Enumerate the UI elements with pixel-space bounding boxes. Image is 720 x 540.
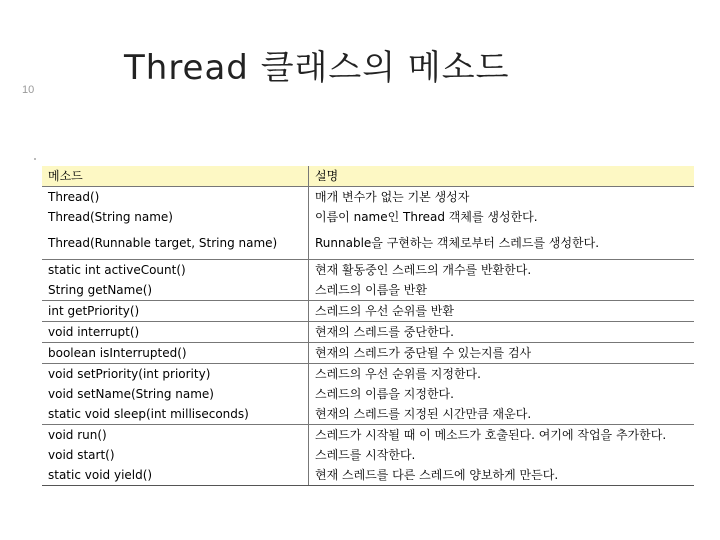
method-cell: Thread(String name) <box>48 210 173 224</box>
method-cell: void setName(String name) <box>48 387 214 401</box>
description-cell: 현재의 스레드를 지정된 시간만큼 재운다. <box>309 404 695 425</box>
table-row <box>42 445 694 465</box>
table-row <box>42 404 694 425</box>
table-row <box>42 227 694 260</box>
table-header-row <box>42 166 694 187</box>
description-cell: 현재의 스레드를 중단한다. <box>309 322 695 343</box>
table-row <box>42 280 694 301</box>
description-cell: 스레드가 시작될 때 이 메소드가 호출된다. 여기에 작업을 추가한다. <box>309 425 695 446</box>
table-row <box>42 465 694 486</box>
description-cell: 스레드의 이름을 지정한다. <box>309 384 695 404</box>
method-cell: static void yield() <box>42 465 309 486</box>
method-cell: Thread(Runnable target, String name) <box>42 227 309 260</box>
method-cell: void start() <box>48 448 115 462</box>
header-description: 설명 <box>309 166 695 187</box>
method-cell: boolean isInterrupted() <box>42 343 309 364</box>
description-cell: 스레드를 시작한다. <box>309 445 695 465</box>
description-cell: 현재의 스레드가 중단될 수 있는지를 검사 <box>309 343 695 364</box>
table-row <box>42 301 694 322</box>
method-cell: void setPriority(int priority) <box>48 367 211 381</box>
header-method: 메소드 <box>42 166 309 187</box>
description-cell: Runnable을 구현하는 객체로부터 스레드를 생성한다. <box>309 227 695 260</box>
method-cell: int getPriority() <box>42 301 309 322</box>
table-row <box>42 343 694 364</box>
table-row <box>42 207 694 227</box>
method-cell: void interrupt() <box>42 322 309 343</box>
description-cell: 현재 스레드를 다른 스레드에 양보하게 만든다. <box>309 465 695 486</box>
table-row <box>42 364 694 385</box>
slide-title: Thread 클래스의 메소드 <box>124 48 510 88</box>
method-cell: static int activeCount() <box>48 263 186 277</box>
table-row <box>42 187 694 208</box>
table-row <box>42 260 694 281</box>
description-cell: 현재 활동중인 스레드의 개수를 반환한다. <box>309 260 695 281</box>
description-cell: 매개 변수가 없는 기본 생성자 <box>309 187 695 208</box>
decorative-dot <box>34 158 36 160</box>
description-cell: 스레드의 우선 순위를 반환 <box>309 301 695 322</box>
description-cell: 이름이 name인 Thread 객체를 생성한다. <box>309 207 695 227</box>
slide-number: 10 <box>22 84 35 96</box>
method-cell: Thread() <box>48 190 100 204</box>
table-row <box>42 384 694 404</box>
method-cell: String getName() <box>42 280 309 301</box>
description-cell: 스레드의 이름을 반환 <box>309 280 695 301</box>
method-cell: void run() <box>48 428 107 442</box>
description-cell: 스레드의 우선 순위를 지정한다. <box>309 364 695 385</box>
table-row <box>42 322 694 343</box>
method-table <box>42 166 694 486</box>
method-cell: static void sleep(int milliseconds) <box>42 404 309 425</box>
table-row <box>42 425 694 446</box>
